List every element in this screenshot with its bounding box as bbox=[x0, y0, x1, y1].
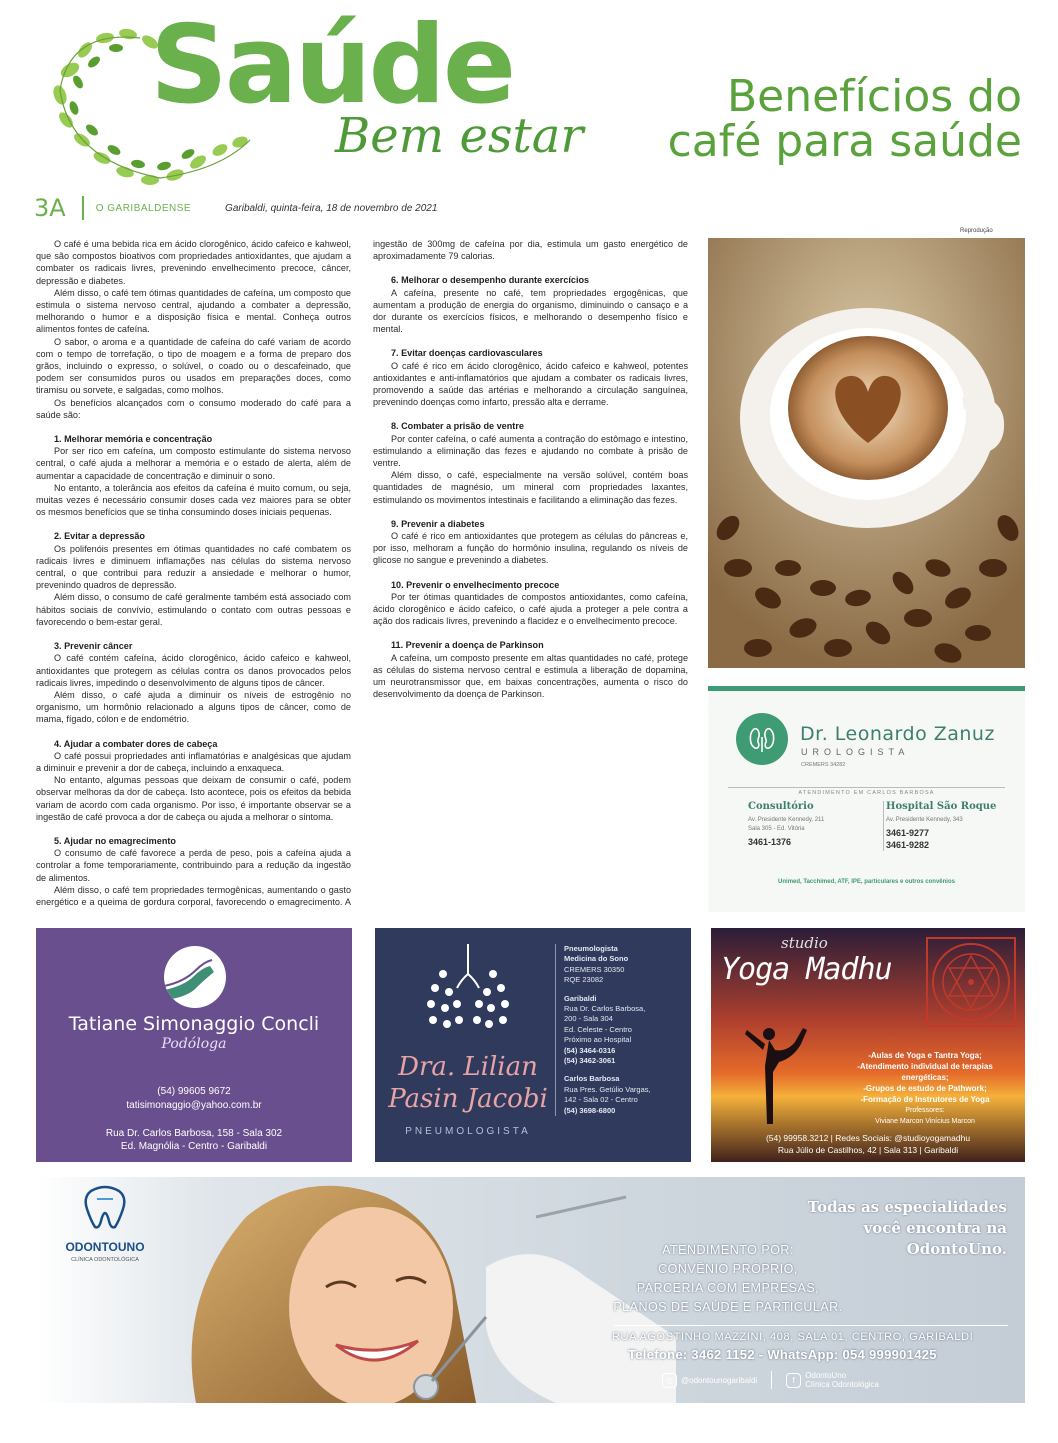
doctor-crm: CREMERS 34282 bbox=[801, 762, 846, 768]
article-paragraph: Os benefícios alcançados com o consumo moderado do café para a saúde são: bbox=[36, 397, 351, 420]
yoga-contact bbox=[711, 1132, 1025, 1156]
article-paragraph: Os polifenóis presentes em ótimas quantidades no café combatem os radicais livres e diminuem inflamações nas células do sistema nervoso central, o que contribui para reduzir a ansiedade e melhorar o humor, prevenindo quadros de depressão. bbox=[36, 543, 351, 591]
article-paragraph: O café possui propriedades anti inflamatórias e analgésicas que ajudam a diminuir e prevenir a dor de cabeça, incluindo a enxaqueca. bbox=[36, 750, 351, 773]
coffee-cup-heart-icon bbox=[708, 238, 1025, 668]
podologa-address-line-2: Ed. Magnólia - Centro - Garibaldi bbox=[120, 1141, 268, 1152]
tooth-icon bbox=[77, 1185, 133, 1231]
consultorio-address bbox=[748, 816, 868, 834]
article-paragraph: No entanto, algumas pessoas que deixam de consumir o café, podem observar melhoras da dor de cabeça. Isto acontece, pois os efeitos da bebida variam de acordo com cada organismo. Por isso, é importante observar se a ingestão de café provoca a dor de cabeça ou ajuda a melhorar o sintoma. bbox=[36, 775, 351, 822]
article-subheading: 3. Prevenir câncer bbox=[54, 641, 133, 652]
article-subheading: 4. Ajudar a combater dores de cabeça bbox=[54, 738, 218, 749]
info-line: Rua Pres. Getúlio Vargas, bbox=[564, 1084, 651, 1094]
odontouno-social bbox=[662, 1371, 879, 1389]
article-paragraph: A cafeína, presente no café, tem propriedades ergogênicas, que aumentam a produção de energia do organismo, diminuindo o cansaço e a dor durante os exercícios físicos, e melhorando o desempenho físico e mental. bbox=[373, 287, 688, 335]
section-subtitle: Bem estar bbox=[335, 108, 584, 164]
social-divider bbox=[771, 1371, 772, 1389]
professors-names: Viviane Marcon Vinícius Marcon bbox=[875, 1118, 975, 1125]
info-line: Rua Dr. Carlos Barbosa, bbox=[564, 1004, 646, 1014]
ad-odontouno bbox=[36, 1177, 1025, 1403]
page-header bbox=[0, 0, 1058, 230]
tagline-line: OdontoUno. bbox=[906, 1240, 1007, 1258]
service-item: -Formação de Instrutores de Yoga bbox=[860, 1095, 990, 1104]
spacer bbox=[564, 986, 685, 994]
article-paragraph: Por conter cafeína, o café aumenta a contração do estômago e intestino, estimulando a eliminação das fezes e ajudando no combate à prisão de ventre. bbox=[373, 433, 688, 469]
podologa-phone: (54) 99605 9672 bbox=[157, 1086, 231, 1097]
facebook-handle bbox=[805, 1371, 879, 1389]
service-item: -Atendimento individual de terapias energéticas; bbox=[857, 1062, 993, 1082]
ad-dr-leonardo-zanuz bbox=[708, 686, 1025, 912]
city-heading: Carlos Barbosa bbox=[564, 1074, 620, 1084]
info-line: CREMERS 30350 bbox=[564, 964, 625, 974]
hospital-address: Av. Presidente Kennedy, 343 bbox=[886, 817, 963, 823]
coffee-photo bbox=[708, 238, 1025, 668]
meta-divider bbox=[82, 196, 84, 220]
info-line: Ed. Celeste - Centro bbox=[564, 1024, 632, 1034]
headline-line-2: café para saúde bbox=[667, 116, 1022, 168]
attendance-line: PLANOS DE SAÚDE E PARTICULAR. bbox=[613, 1300, 843, 1314]
odontouno-phone: Telefone: 3462 1152 - WhatsApp: 054 999901425 bbox=[628, 1347, 937, 1362]
service-item: -Grupos de estudo de Pathwork; bbox=[863, 1084, 987, 1093]
info-line: Próximo ao Hospital bbox=[564, 1035, 632, 1045]
odontouno-attendance bbox=[604, 1241, 852, 1317]
facebook-line: OdontoUno bbox=[805, 1371, 847, 1380]
address-line: Sala 305 - Ed. Vitória bbox=[748, 826, 805, 832]
article-paragraph: Além disso, o consumo de café geralmente também está associado com hábitos sociais de convívio, estimulando o contato com outras pessoas e favorecendo o bem-estar geral. bbox=[36, 592, 351, 627]
mandala-icon bbox=[923, 934, 1019, 1030]
article-paragraph: O café contém cafeína, ácido clorogênico, ácido cafeico e kahweol, antioxidantes que protegem as células contra os danos provocados pelos radicais livres, impedindo o desenvolvimento de alguns tipos de câncer. bbox=[36, 653, 351, 688]
info-line: 142 - Sala 02 - Centro bbox=[564, 1095, 638, 1105]
instagram-icon: ◎ bbox=[662, 1373, 677, 1388]
consultorio-block bbox=[748, 801, 868, 848]
article-paragraph: Além disso, o café tem propriedades termogênicas, aumentando o gasto energético e a queima de gordura corporal, favorecendo o emagrecimento. A ingestão de 300mg de cafeína por dia, estimula um gasto energético de aproximadamente 79 calorias. bbox=[36, 239, 688, 907]
phone-line: 3461-9277 bbox=[886, 828, 930, 838]
attendance-line: PARCERIA COM EMPRESAS, bbox=[636, 1281, 820, 1295]
kidney-logo-icon bbox=[736, 713, 788, 765]
publication-date: Garibaldi, quinta-feira, 18 de novembro de 2021 bbox=[225, 202, 438, 214]
yoga-pose-silhouette-icon bbox=[735, 1016, 825, 1126]
phone-line: 3461-9282 bbox=[886, 840, 930, 850]
odontouno-logo bbox=[46, 1185, 164, 1285]
podologa-name: Tatiane Simonaggio Concli bbox=[68, 1013, 320, 1035]
article-paragraph: A cafeína, um composto presente em altas quantidades no café, protege as células do sistema nervoso central e estimula a liberação de dopamina, um neurotransmissor que, em baixas concentrações, aumenta o risco do desenvolvimento da doença de Parkinson. bbox=[373, 652, 688, 700]
pneumo-name-line-1: Dra. Lilian bbox=[398, 1052, 538, 1082]
photo-credit: Reprodução bbox=[960, 228, 993, 234]
ad-studio-yoga-madhu bbox=[711, 928, 1025, 1162]
podologa-email: tatisimonaggio@yahoo.com.br bbox=[126, 1100, 262, 1111]
article-subheading: 7. Evitar doenças cardiovasculares bbox=[391, 348, 543, 359]
phone-line: (54) 3698-6800 bbox=[564, 1105, 616, 1115]
article-paragraph: Além disso, o café ajuda a diminuir os níveis de estrogênio no organismo, um hormônio relacionado a alguns tipos de câncer, como de mama, fígado, cólon e de endométrio. bbox=[36, 689, 351, 725]
newspaper-name: O GARIBALDENSE bbox=[95, 202, 192, 214]
consultorio-phone: 3461-1376 bbox=[748, 837, 792, 847]
phone-line: (54) 3462-3061 bbox=[564, 1056, 616, 1066]
contact-line: Rua Júlio de Castilhos, 42 | Sala 313 | Garibaldi bbox=[777, 1145, 959, 1155]
article-headline bbox=[667, 71, 1022, 168]
article-subheading: 1. Melhorar memória e concentração bbox=[54, 434, 213, 445]
convenios-list: Unimed, Tacchimed, ATF, IPE, particulares e outros convênios bbox=[778, 879, 955, 885]
podologa-role: Podóloga bbox=[161, 1036, 227, 1052]
address-line: Av. Presidente Kennedy, 211 bbox=[748, 817, 825, 823]
article-paragraph: O café é rico em antioxidantes que protegem as células do pâncreas e, por isso, melhoram a função do hormônio insulina, regulando os níveis de glicose no sangue e prevenindo a diabetes. bbox=[373, 531, 688, 566]
article-subheading: 8. Combater a prisão de ventre bbox=[391, 421, 524, 432]
foot-logo-icon bbox=[164, 946, 226, 1008]
podologa-address-line-1: Rua Dr. Carlos Barbosa, 158 - Sala 302 bbox=[105, 1128, 283, 1139]
odontouno-brand: ODONTOUNO bbox=[65, 1240, 145, 1254]
page-number: 3A bbox=[34, 194, 66, 222]
service-item: -Aulas de Yoga e Tantra Yoga; bbox=[868, 1051, 982, 1060]
article-subheading: 11. Prevenir a doença de Parkinson bbox=[391, 640, 544, 651]
article-subheading: 2. Evitar a depressão bbox=[54, 531, 145, 542]
attendance-line: ATENDIMENTO POR: bbox=[662, 1243, 794, 1257]
article-subheading: 6. Melhorar o desempenho durante exercícios bbox=[391, 275, 590, 286]
attendance-line: CONVÊNIO PRÓPRIO, bbox=[658, 1262, 798, 1276]
article-paragraph: O consumo de café favorece a perda de peso, pois a cafeína ajuda a controlar a fome temporariamente, contribuindo para a redução da ingestão de alimentos. bbox=[36, 848, 351, 883]
odontouno-subtitle: CLÍNICA ODONTOLÓGICA bbox=[71, 1257, 139, 1263]
section-title: Saúde bbox=[150, 3, 514, 128]
consultorio-title: Consultório bbox=[748, 801, 814, 812]
pneumo-name-line-2: Pasin Jacobi bbox=[388, 1084, 548, 1114]
professors-label: Professores: bbox=[905, 1107, 945, 1114]
hospital-phone bbox=[886, 827, 1003, 851]
divider-line bbox=[614, 1325, 1008, 1326]
attendance-label: ATENDIMENTO EM CARLOS BARBOSA bbox=[728, 787, 1005, 796]
pneumo-role: PNEUMOLOGISTA bbox=[405, 1126, 531, 1137]
ad-dra-lilian-pneumologista bbox=[375, 928, 691, 1162]
headline-line-1: Benefícios do bbox=[726, 71, 1022, 122]
pneumo-contact-info bbox=[555, 944, 685, 1116]
facebook-line: Clínica Odontológica bbox=[805, 1380, 880, 1389]
yoga-title: Yoga Madhu bbox=[721, 952, 892, 987]
article-subheading: 9. Prevenir a diabetes bbox=[391, 518, 485, 529]
smiling-patient-photo bbox=[156, 1177, 676, 1403]
info-line: Medicina do Sono bbox=[564, 954, 629, 964]
yoga-services-list bbox=[839, 1050, 1011, 1127]
instagram-handle: @odontounogaribaldi bbox=[681, 1375, 758, 1385]
article-subheading: 10. Prevenir o envelhecimento precoce bbox=[391, 579, 560, 590]
info-line: RQE 23082 bbox=[564, 975, 604, 985]
ad-tatiane-podologa bbox=[36, 928, 352, 1162]
spacer bbox=[564, 1066, 685, 1074]
article-paragraph: Por ser rico em cafeína, um composto estimulante do sistema nervoso central, o café ajuda a melhorar a memória e o estado de alerta, além de aumentar a capacidade de concentração e diminuir o sono. bbox=[36, 446, 351, 481]
article-paragraph: O café é uma bebida rica em ácido clorogênico, ácido cafeico e kahweol, que são compostos bioativos com propriedades antioxidantes, que ajudam a combater os radicais livres, prevenindo envelhecimento precoce, câncer, depressão e diabetes. bbox=[36, 239, 351, 286]
article-paragraph: Além disso, o café tem ótimas quantidades de cafeína, um composto que estimula o sistema nervoso central, ajudando a combater a depressão, melhorando o humor e a disposição física e mental. Conheça outros alimentos fontes de cafeína. bbox=[36, 287, 351, 335]
info-line: Pneumologista bbox=[564, 944, 618, 953]
article-body bbox=[36, 238, 688, 912]
contact-line: (54) 99958.3212 | Redes Sociais: @studioyogamadhu bbox=[765, 1133, 971, 1143]
yoga-studio-label: studio bbox=[781, 934, 828, 952]
article-paragraph: Além disso, o café, especialmente na versão solúvel, contém boas quantidades de magnésio, um mineral com propriedades laxantes, estimulando os movimentos intestinais e facilitando a eliminação das fezes. bbox=[373, 470, 688, 505]
odontouno-address: RUA AGOSTINHO MAZZINI, 408, SALA 01, CENTRO, GARIBALDI bbox=[612, 1331, 974, 1343]
article-subheading: 5. Ajudar no emagrecimento bbox=[54, 835, 176, 846]
city-heading: Garibaldi bbox=[564, 993, 597, 1003]
lungs-flower-icon bbox=[413, 944, 523, 1044]
phone-line: (54) 3464-0316 bbox=[564, 1045, 616, 1055]
doctor-name: Dr. Leonardo Zanuz bbox=[800, 723, 995, 745]
article-paragraph: No entanto, a tolerância aos efeitos da cafeína é muito comum, ou seja, muitas vezes é necessário consumir doses cada vez maiores para se obter os mesmos benefícios que se tinha consumindo doses iniciais pequenas. bbox=[36, 482, 351, 518]
article-paragraph: Por ter ótimas quantidades de compostos antioxidantes, como cafeína, ácido clorogênico e ácido cafeico, o café ajuda a proteger a pele contra a ação dos radicais livres, prevenindo a flacidez e o envelhecimento precoce. bbox=[373, 591, 688, 627]
tagline-line: Todas as especialidades bbox=[807, 1198, 1007, 1216]
hospital-title: Hospital São Roque bbox=[886, 801, 997, 812]
hospital-block bbox=[883, 801, 1003, 851]
facebook-icon: f bbox=[786, 1373, 801, 1388]
article-paragraph: O sabor, o aroma e a quantidade de cafeína do café variam de acordo com o tempo de torrefação, o tipo de moagem e a forma de preparo dos grãos, incluindo o expresso, o solúvel, o coado ou o descafeinado, que podem ser consumidos puros ou usados em preparações doces, como tiramisu ou sorvete, e salgadas, como molhos. bbox=[36, 336, 351, 396]
page-meta-bar bbox=[34, 195, 1024, 221]
doctor-specialty: UROLOGISTA bbox=[801, 747, 910, 757]
info-line: 200 - Sala 304 bbox=[564, 1014, 613, 1024]
tagline-line: você encontra na bbox=[863, 1219, 1007, 1237]
article-paragraph: O café é rico em ácido clorogênico, ácido cafeico e kahweol, potentes antioxidantes e anti-inflamatórios que ajudam a combater os radicais livres, promovendo a saúde das artérias e melhorando a circulação sanguínea, prevenindo doenças como infarto, pressão alta e derrame. bbox=[373, 360, 688, 408]
